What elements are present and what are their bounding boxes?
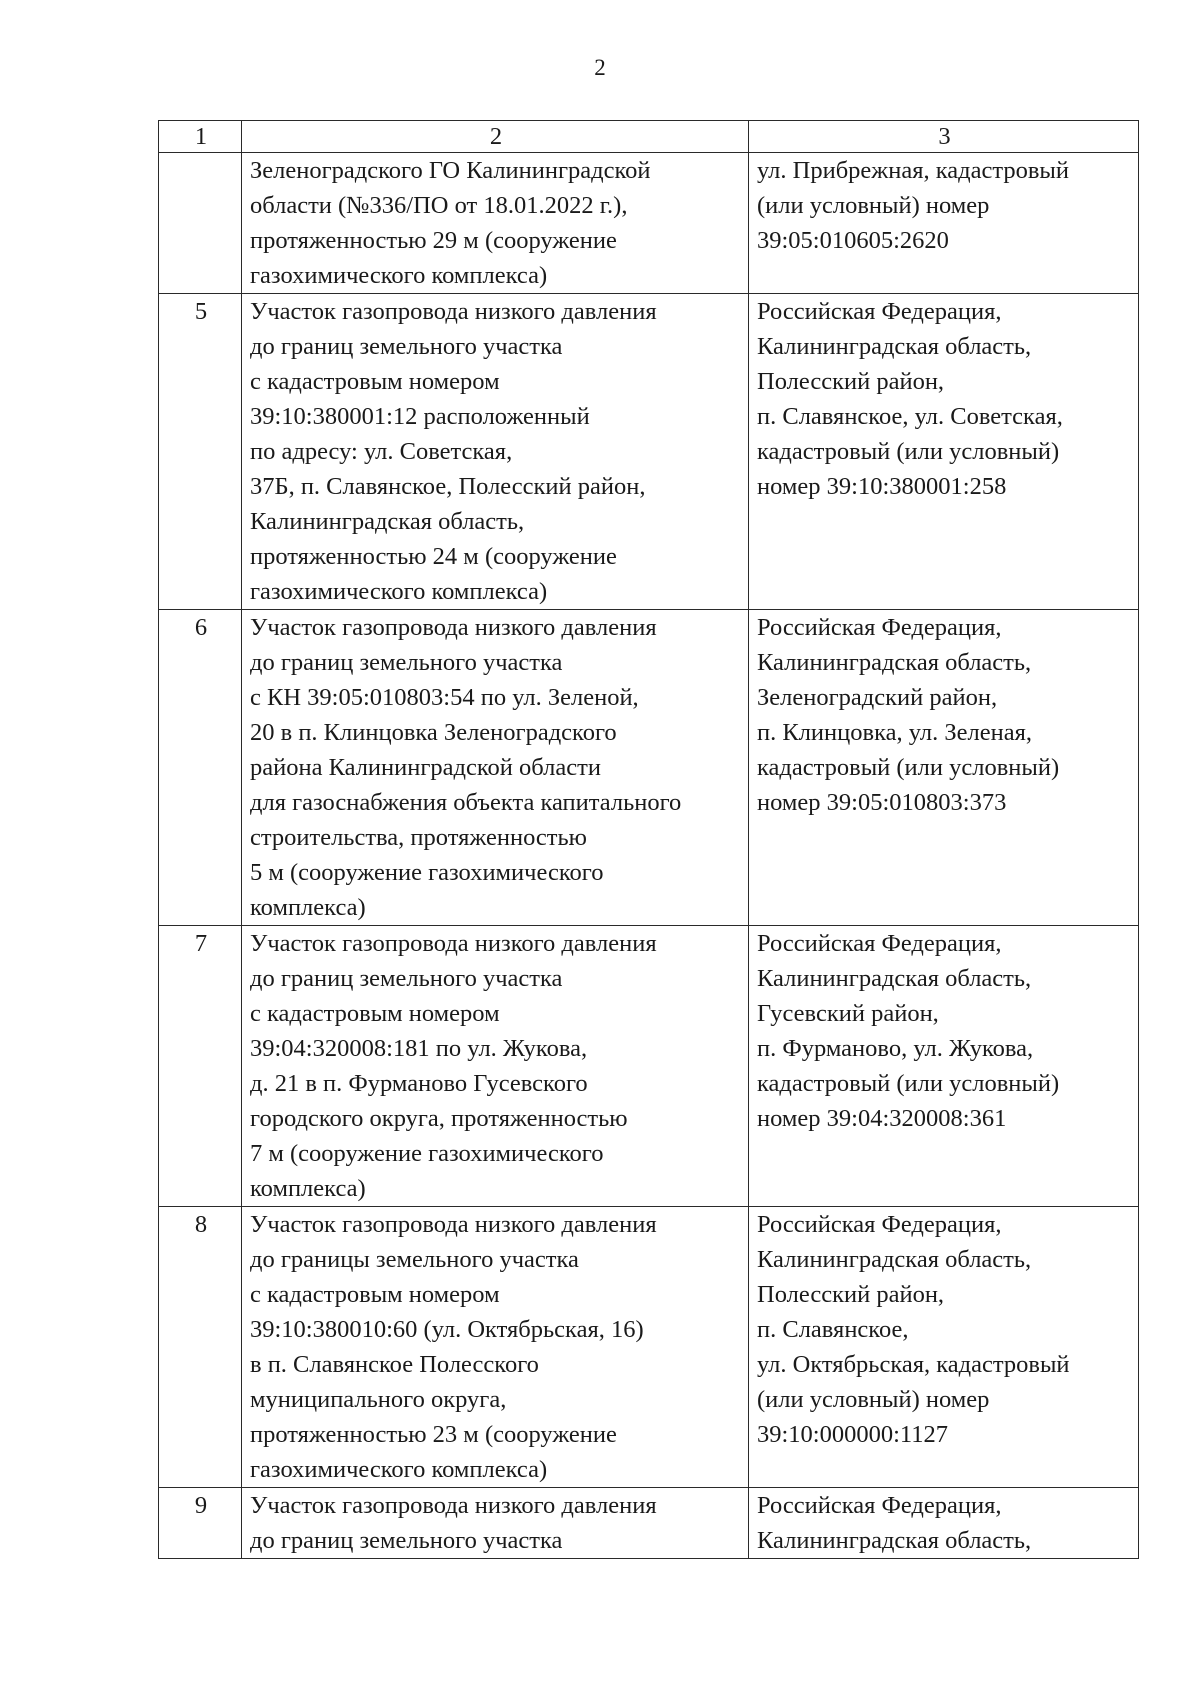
header-col-3: 3 [749,121,1139,153]
location-cell [749,926,1139,1207]
object-description-cell [242,610,749,926]
row-number: 5 [159,294,242,610]
location-line: номер 39:10:380001:258 [757,473,1007,500]
object-description-line: до границ земельного участка [250,333,563,360]
table-row [159,1207,1139,1488]
location-cell [749,294,1139,610]
object-description-line: 20 в п. Клинцовка Зеленоградского [250,719,617,746]
object-description-line: 5 м (сооружение газохимического [250,859,604,886]
object-description-line: 39:10:380010:60 (ул. Октябрьская, 16) [250,1316,644,1343]
location-line: Российская Федерация, [757,298,1002,325]
object-description-line: газохимического комплекса) [250,262,548,289]
location-cell [749,610,1139,926]
objects-table [158,120,1139,1559]
location-line: (или условный) номер [757,192,990,219]
object-description-line: Калининградская область, [250,508,525,535]
location-line: Калининградская область, [757,1527,1032,1554]
object-description-line: комплекса) [250,894,366,921]
table-row [159,610,1139,926]
header-col-1: 1 [159,121,242,153]
location-line: Зеленоградский район, [757,684,998,711]
location-line: кадастровый (или условный) [757,438,1060,465]
row-number: 9 [159,1488,242,1559]
location-cell [749,153,1139,294]
object-description-line: городского округа, протяженностью [250,1105,628,1132]
table-row [159,926,1139,1207]
object-description-line: для газоснабжения объекта капитального [250,789,682,816]
object-description-line: протяженностью 29 м (сооружение [250,227,617,254]
location-cell [749,1207,1139,1488]
object-description-line: Участок газопровода низкого давления [250,614,657,641]
object-description-line: по адресу: ул. Советская, [250,438,513,465]
location-line: Калининградская область, [757,965,1032,992]
object-description-line: строительства, протяженностью [250,824,587,851]
object-description-line: Участок газопровода низкого давления [250,930,657,957]
location-line: Калининградская область, [757,333,1032,360]
object-description-line: до границы земельного участка [250,1246,579,1273]
object-description-cell [242,1488,749,1559]
object-description-cell [242,294,749,610]
object-description-line: газохимического комплекса) [250,578,548,605]
object-description-line: с КН 39:05:010803:54 по ул. Зеленой, [250,684,639,711]
location-line: Полесский район, [757,368,945,395]
object-description-line: 39:04:320008:181 по ул. Жукова, [250,1035,588,1062]
object-description-cell [242,153,749,294]
location-line: Калининградская область, [757,649,1032,676]
object-description-line: 37Б, п. Славянское, Полесский район, [250,473,646,500]
object-description-line: с кадастровым номером [250,1281,500,1308]
object-description-line: области (№336/ПО от 18.01.2022 г.), [250,192,628,219]
location-line: (или условный) номер [757,1386,990,1413]
object-description-line: протяженностью 23 м (сооружение [250,1421,617,1448]
location-line: Российская Федерация, [757,930,1002,957]
object-description-line: до границ земельного участка [250,965,563,992]
object-description-cell [242,1207,749,1488]
object-description-line: Участок газопровода низкого давления [250,1211,657,1238]
location-line: Полесский район, [757,1281,945,1308]
object-description-line: до границ земельного участка [250,1527,563,1554]
row-number: 8 [159,1207,242,1488]
row-number: 6 [159,610,242,926]
location-line: Калининградская область, [757,1246,1032,1273]
object-description-line: с кадастровым номером [250,1000,500,1027]
table-body [159,153,1139,1559]
object-description-line: в п. Славянское Полесского [250,1351,539,1378]
location-line: ул. Октябрьская, кадастровый [757,1351,1070,1378]
object-description-line: Участок газопровода низкого давления [250,1492,657,1519]
location-line: п. Славянское, [757,1316,909,1343]
table-row [159,1488,1139,1559]
location-line: номер 39:04:320008:361 [757,1105,1007,1132]
object-description-line: д. 21 в п. Фурманово Гусевского [250,1070,588,1097]
location-line: Российская Федерация, [757,614,1002,641]
location-line: 39:05:010605:2620 [757,227,949,254]
object-description-line: муниципального округа, [250,1386,507,1413]
row-number [159,153,242,294]
location-line: п. Фурманово, ул. Жукова, [757,1035,1034,1062]
object-description-cell [242,926,749,1207]
location-line: номер 39:05:010803:373 [757,789,1007,816]
object-description-line: газохимического комплекса) [250,1456,548,1483]
table-row [159,153,1139,294]
table-header-row [159,121,1139,153]
object-description-line: Участок газопровода низкого давления [250,298,657,325]
location-line: п. Славянское, ул. Советская, [757,403,1063,430]
page-number: 2 [594,55,606,80]
table-row [159,294,1139,610]
location-cell [749,1488,1139,1559]
object-description-line: Зеленоградского ГО Калининградской [250,157,651,184]
location-line: кадастровый (или условный) [757,754,1060,781]
object-description-line: 39:10:380001:12 расположенный [250,403,590,430]
object-description-line: района Калининградской области [250,754,601,781]
location-line: 39:10:000000:1127 [757,1421,949,1448]
object-description-line: 7 м (сооружение газохимического [250,1140,604,1167]
object-description-line: с кадастровым номером [250,368,500,395]
location-line: Российская Федерация, [757,1492,1002,1519]
object-description-line: комплекса) [250,1175,366,1202]
location-line: ул. Прибрежная, кадастровый [757,157,1069,184]
location-line: кадастровый (или условный) [757,1070,1060,1097]
location-line: Российская Федерация, [757,1211,1002,1238]
location-line: п. Клинцовка, ул. Зеленая, [757,719,1033,746]
location-line: Гусевский район, [757,1000,939,1027]
object-description-line: до границ земельного участка [250,649,563,676]
row-number: 7 [159,926,242,1207]
object-description-line: протяженностью 24 м (сооружение [250,543,617,570]
header-col-2: 2 [242,121,749,153]
